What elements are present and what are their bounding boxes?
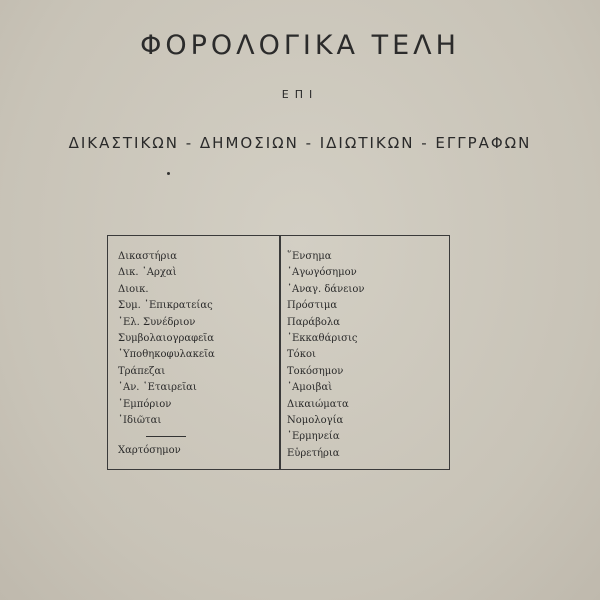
contents-item: Νομολογία	[287, 415, 344, 427]
contents-item: ᾽Ελ. Συνέδριον	[118, 316, 196, 328]
contents-item: ᾽Αγωγόσημον	[287, 267, 357, 279]
contents-item: Τοκόσημον	[287, 365, 344, 377]
contents-item: Πρόστιμα	[287, 300, 338, 312]
contents-item: ᾽Αναγ. δάνειον	[287, 283, 365, 295]
contents-item: Παράβολα	[287, 316, 340, 328]
contents-item: Διοικ.	[118, 283, 149, 295]
ink-dot	[167, 172, 170, 175]
contents-item: Συμ. ῾Επικρατείας	[118, 300, 213, 312]
contents-item: ᾽Εμπόριον	[118, 398, 172, 410]
document-title: ΦΟΡΟΛΟΓΙΚΑ ΤΕΛΗ	[140, 30, 460, 61]
contents-item: ῾Υποθηκοφυλακεῖα	[118, 349, 215, 361]
contents-item: Δικαιώματα	[287, 398, 349, 410]
contents-item: ῞Ενσημα	[287, 251, 332, 262]
document-heading: ΔΙΚΑΣΤΙΚΩΝ - ΔΗΜΟΣΙΩΝ - ΙΔΙΩΤΙΚΩΝ - ΕΓΓΡΑΦΩΝ	[68, 134, 532, 152]
contents-item: Εὑρετήρια	[287, 447, 340, 459]
contents-right-column	[287, 249, 364, 462]
contents-item: ᾽Ιδιῶται	[118, 415, 162, 427]
contents-item: ᾽Αμοιβαὶ	[287, 382, 333, 394]
separator-rule	[146, 436, 186, 437]
contents-item: Δικ. ᾽Αρχαὶ	[118, 267, 177, 279]
contents-item: Συμβολαιογραφεῖα	[118, 333, 214, 345]
contents-item: ᾽Εκκαθάρισις	[287, 333, 358, 345]
contents-box	[107, 235, 450, 470]
contents-left-column	[118, 249, 215, 460]
contents-item: ᾽Αν. ῾Εταιρεῖαι	[118, 382, 197, 394]
contents-item: ῾Ερμηνεία	[287, 431, 340, 443]
contents-item: Δικαστήρια	[118, 251, 178, 262]
contents-item: Τόκοι	[287, 349, 316, 361]
document-subtitle: ΕΠΙ	[281, 88, 319, 101]
column-divider	[279, 236, 281, 469]
contents-item: Τράπεζαι	[118, 365, 166, 377]
contents-footer-item: Χαρτόσημον	[118, 445, 181, 457]
